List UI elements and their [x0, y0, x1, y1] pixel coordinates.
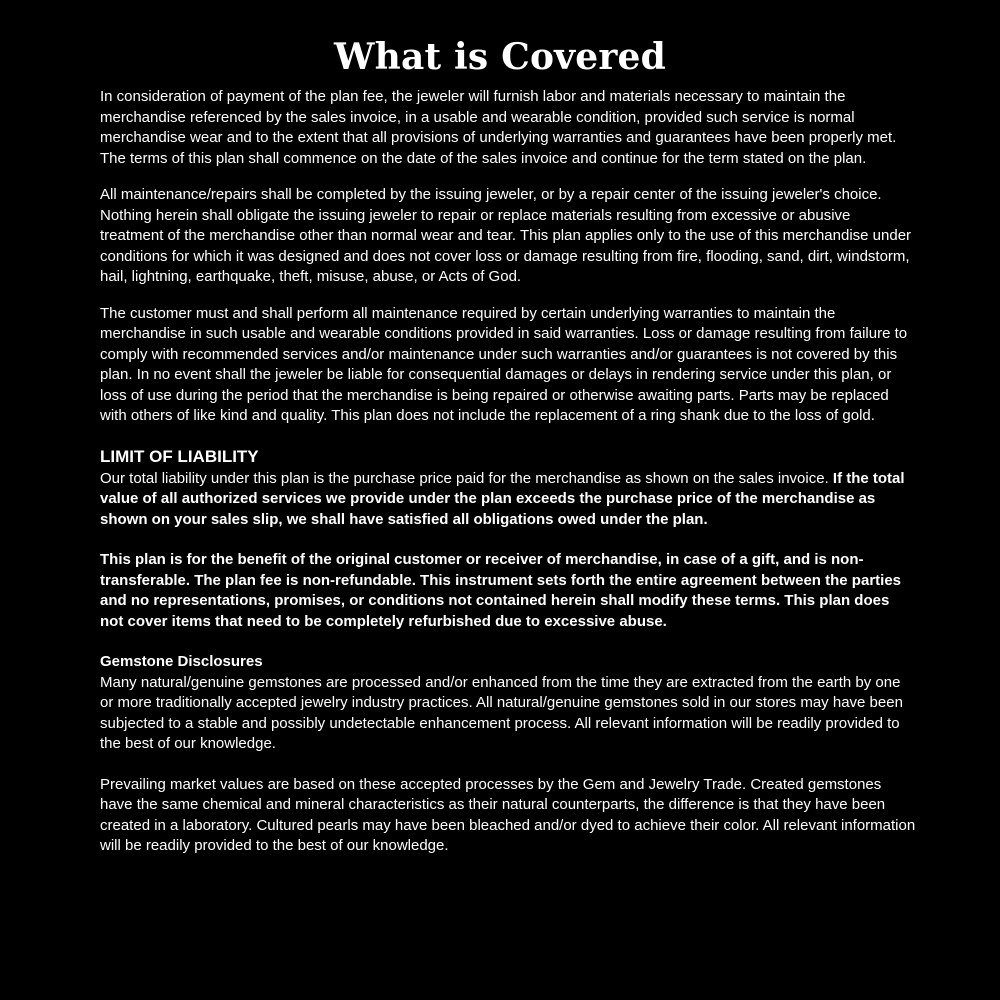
coverage-paragraph-3: The customer must and shall perform all maintenance required by certain underlying warranties to maintain the merchandise in such usable and wearable conditions provided in said warranties. Loss or damage resulting from failure to comply with recommended services and/or maintenance under such warranties and/or guarantees is not covered by this plan. In no event shall the jeweler be liable for consequential damages or delays in rendering service under this plan, or loss of use during the period that the merchandise is being repaired or otherwise awaiting parts. Parts may be replaced with others of like kind and quality. This plan does not include the replacement of a ring shank due to the loss of gold.	[100, 304, 908, 424]
gemstone-paragraph-1: Many natural/genuine gemstones are processed and/or enhanced from the time they are extracted from the earth by one or more traditionally accepted jewelry industry practices. All natural/genuine gemstones sold in our stores may have been subjected to a stable and possibly undetectable enhancement process. All relevant information will be readily provided to the best of our knowledge.	[100, 673, 903, 752]
limit-of-liability-heading: LIMIT OF LIABILITY	[100, 446, 259, 466]
plan-terms-paragraph: This plan is for the benefit of the original customer or receiver of merchandise, in case of a gift, and is non-transferable. The plan fee is non-refundable. This instrument sets forth the entire agreement between the parties and no representations, promises, or conditions not contained herein shall modify these terms. This plan does not cover items that need to be completely refurbished due to excessive abuse.	[100, 551, 901, 630]
gemstone-paragraph-2: Prevailing market values are based on these accepted processes by the Gem and Jewelry Trade. Created gemstones have the same chemical and mineral characteristics as their natural counterparts, the difference is that they have been created in a laboratory. Cultured pearls may have been bleached and/or dyed to achieve their color. All relevant information will be readily provided to the best of our knowledge.	[100, 775, 916, 854]
liability-paragraph	[100, 469, 916, 531]
liability-normal-text: Our total liability under this plan is the purchase price paid for the merchandise as shown on the sales invoice.	[100, 469, 829, 487]
coverage-paragraph-2: All maintenance/repairs shall be completed by the issuing jeweler, or by a repair center of the issuing jeweler's choice. Nothing herein shall obligate the issuing jeweler to repair or replace materials resulting from excessive or abusive treatment of the merchandise other than normal wear and tear. This plan applies only to the use of this merchandise under conditions for which it was designed and does not cover loss or damage resulting from fire, flooding, sand, dirt, windstorm, hail, lightning, earthquake, theft, misuse, abuse, or Acts of God.	[100, 186, 912, 285]
gemstone-disclosures-heading: Gemstone Disclosures	[100, 653, 263, 670]
liability-bold-text: If the total value of all authorized services we provide under the plan exceeds the purchase price of the merchandise as shown on your sales slip, we shall have satisfied all obligations owed under the plan.	[100, 469, 905, 528]
document-body	[100, 87, 916, 857]
page-title: What is Covered	[333, 36, 667, 78]
coverage-paragraph-1: In consideration of payment of the plan fee, the jeweler will furnish labor and materials necessary to maintain the merchandise referenced by the sales invoice, in a usable and wearable condition, provided such service is normal merchandise wear and to the extent that all provisions of underlying warranties and guarantees have been properly met. The terms of this plan shall commence on the date of the sales invoice and continue for the term stated on the plan.	[100, 88, 897, 167]
